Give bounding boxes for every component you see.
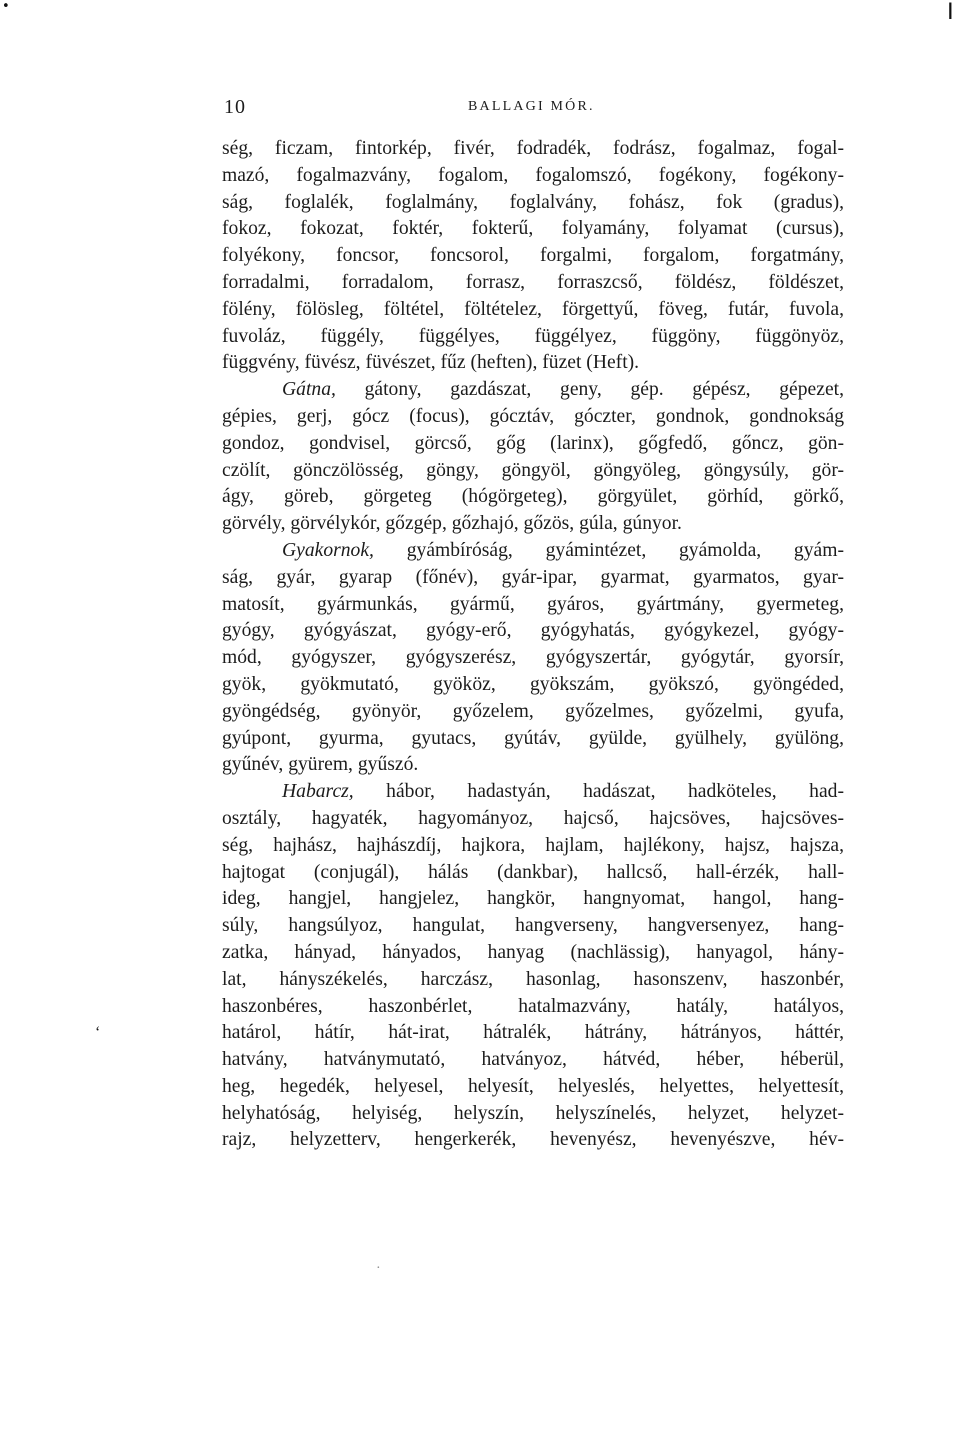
text-line — [222, 350, 844, 377]
line-text: folyékony, foncsor, foncsorol, forgalmi, forgalom, forgatmány, — [222, 245, 844, 267]
text-line — [222, 806, 844, 833]
line-text: ideg, hangjel, hangjelez, hangkör, hangnyomat, hangol, hang- — [222, 888, 844, 910]
text-line — [222, 779, 844, 806]
line-text: ség, hajhász, hajhászdíj, hajkora, hajlam, hajlékony, hajsz, hajsza, — [222, 834, 844, 856]
line-text: ság, gyár, gyarap (főnév), gyár-ipar, gyarmat, gyarmatos, gyar- — [222, 566, 844, 588]
line-text: gátony, gazdászat, geny, gép. gépész, gépezet, — [335, 379, 844, 401]
line-text: ágy, göreb, görgeteg (hógörgeteg), görgyület, görhíd, görkő, — [222, 486, 844, 508]
line-text: gyógy, gyógyászat, gyógy-erő, gyógyhatás, gyógykezel, gyógy- — [222, 620, 844, 642]
line-text: gyámbíróság, gyámintézet, gyámolda, gyám- — [373, 539, 844, 561]
line-text: fuvoláz, függély, függélyes, függélyez, függöny, függönyöz, — [222, 325, 844, 347]
text-line — [222, 190, 844, 217]
text-line — [222, 243, 844, 270]
text-line — [222, 538, 844, 565]
text-line — [222, 1127, 844, 1154]
line-text: matosít, gyármunkás, gyármű, gyáros, gyártmány, gyermeteg, — [222, 593, 844, 615]
text-line — [222, 860, 844, 887]
line-text: gyök, gyökmutató, gyököz, gyökszám, gyökszó, gyöngéded, — [222, 673, 844, 695]
text-line — [222, 565, 844, 592]
text-line — [222, 163, 844, 190]
line-text: heg, hegedék, helyesel, helyesít, helyeslés, helyettes, helyettesít, — [222, 1075, 844, 1097]
line-text: lat, hányszékelés, harczász, hasonlag, hasonszenv, haszonbér, — [222, 968, 844, 990]
text-line — [222, 458, 844, 485]
line-text: határol, hátír, hát-irat, hátralék, hátrány, hátrányos, háttér, — [222, 1022, 844, 1044]
text-line — [222, 886, 844, 913]
text-line — [222, 136, 844, 163]
text-line — [222, 699, 844, 726]
line-text: gyűnév, gyürem, gyűszó. — [222, 754, 419, 776]
text-line — [222, 484, 844, 511]
entry-lead-word: Gyakornok, — [282, 539, 374, 561]
line-text: gondoz, gondvisel, görcső, gőg (larinx), gőgfedő, gőncz, gön- — [222, 432, 844, 454]
text-line — [222, 994, 844, 1021]
line-text: czölít, gönczölösség, göngy, göngyöl, göngyöleg, göngysúly, gör- — [222, 459, 844, 481]
line-text: mazó, fogalmazvány, fogalom, fogalomszó, fogékony, fogékony- — [222, 164, 844, 186]
text-line — [222, 592, 844, 619]
line-text: forradalmi, forradalom, forrasz, forraszcső, földész, földészet, — [222, 271, 844, 293]
page-number: 10 — [224, 96, 246, 118]
page-header — [224, 96, 844, 122]
text-line — [222, 511, 844, 538]
line-text: helyhatóság, helyiség, helyszín, helyszínelés, helyzet, helyzet- — [222, 1102, 844, 1124]
scan-mark-margin: ʻ — [95, 1024, 101, 1041]
line-text: fokoz, fokozat, foktér, fokterű, folyamány, folyamat (cursus), — [222, 218, 844, 240]
line-text: gyúpont, gyurma, gyutacs, gyútáv, gyülde, gyülhely, gyülöng, — [222, 727, 844, 749]
line-text: osztály, hagyaték, hagyományoz, hajcső, hajcsöves, hajcsöves- — [222, 807, 844, 829]
line-text: gyöngédség, gyönyör, győzelem, győzelmes, győzelmi, gyufa, — [222, 700, 844, 722]
line-text: fölény, fölösleg, föltétel, föltételez, förgettyű, föveg, futár, fuvola, — [222, 298, 844, 320]
text-line — [222, 431, 844, 458]
running-head: BALLAGI MÓR. — [468, 99, 595, 114]
line-text: súly, hangsúlyoz, hangulat, hangverseny, hangversenyez, hang- — [222, 915, 844, 937]
text-line — [222, 913, 844, 940]
text-line — [222, 404, 844, 431]
line-text: hatvány, hatványmutató, hatványoz, hátvéd, héber, héberül, — [222, 1049, 844, 1071]
entry-lead-word: Habarcz, — [282, 781, 354, 803]
line-text: gépies, gerj, gócz (focus), gócztáv, góczter, gondnok, gondnokság — [222, 405, 844, 427]
text-line — [222, 324, 844, 351]
text-line — [222, 967, 844, 994]
line-text: rajz, helyzetterv, hengerkerék, hevenyész, hevenyészve, hév- — [222, 1129, 844, 1151]
text-line — [222, 1020, 844, 1047]
text-line — [222, 216, 844, 243]
text-line — [222, 672, 844, 699]
text-line — [222, 1047, 844, 1074]
line-text: haszonbéres, haszonbérlet, hatalmazvány, hatály, hatályos, — [222, 995, 844, 1017]
text-line — [222, 752, 844, 779]
line-text: mód, gyógyszer, gyógyszerész, gyógyszertár, gyógytár, gyorsír, — [222, 647, 844, 669]
line-text: függvény, füvész, füvészet, fűz (heften), füzet (Heft). — [222, 352, 640, 374]
scan-mark-top-left: • — [2, 0, 10, 14]
body-text — [222, 136, 844, 1154]
text-line — [222, 645, 844, 672]
text-line — [222, 297, 844, 324]
text-line — [222, 618, 844, 645]
scan-mark-bottom: · — [376, 1261, 381, 1276]
line-text: ség, ficzam, fintorkép, fivér, fodradék, fodrász, fogalmaz, fogal- — [222, 138, 844, 159]
line-text: hajtogat (conjugál), hálás (dankbar), hallcső, hall-érzék, hall- — [222, 861, 844, 883]
text-line — [222, 377, 844, 404]
text-line — [222, 1101, 844, 1128]
scan-mark-top-right: I — [947, 0, 954, 25]
text-line — [222, 1074, 844, 1101]
text-line — [222, 270, 844, 297]
line-text: hábor, hadastyán, hadászat, hadköteles, had- — [353, 781, 844, 803]
line-text: ság, foglalék, foglalmány, foglalvány, fohász, fok (gradus), — [222, 191, 844, 213]
entry-lead-word: Gátna, — [282, 379, 336, 401]
line-text: zatka, hányad, hányados, hanyag (nachlässig), hanyagol, hány- — [222, 941, 844, 963]
line-text: görvély, görvélykór, gőzgép, gőzhajó, gőzös, gúla, gúnyor. — [222, 513, 682, 535]
text-line — [222, 833, 844, 860]
text-line — [222, 940, 844, 967]
text-line — [222, 726, 844, 753]
